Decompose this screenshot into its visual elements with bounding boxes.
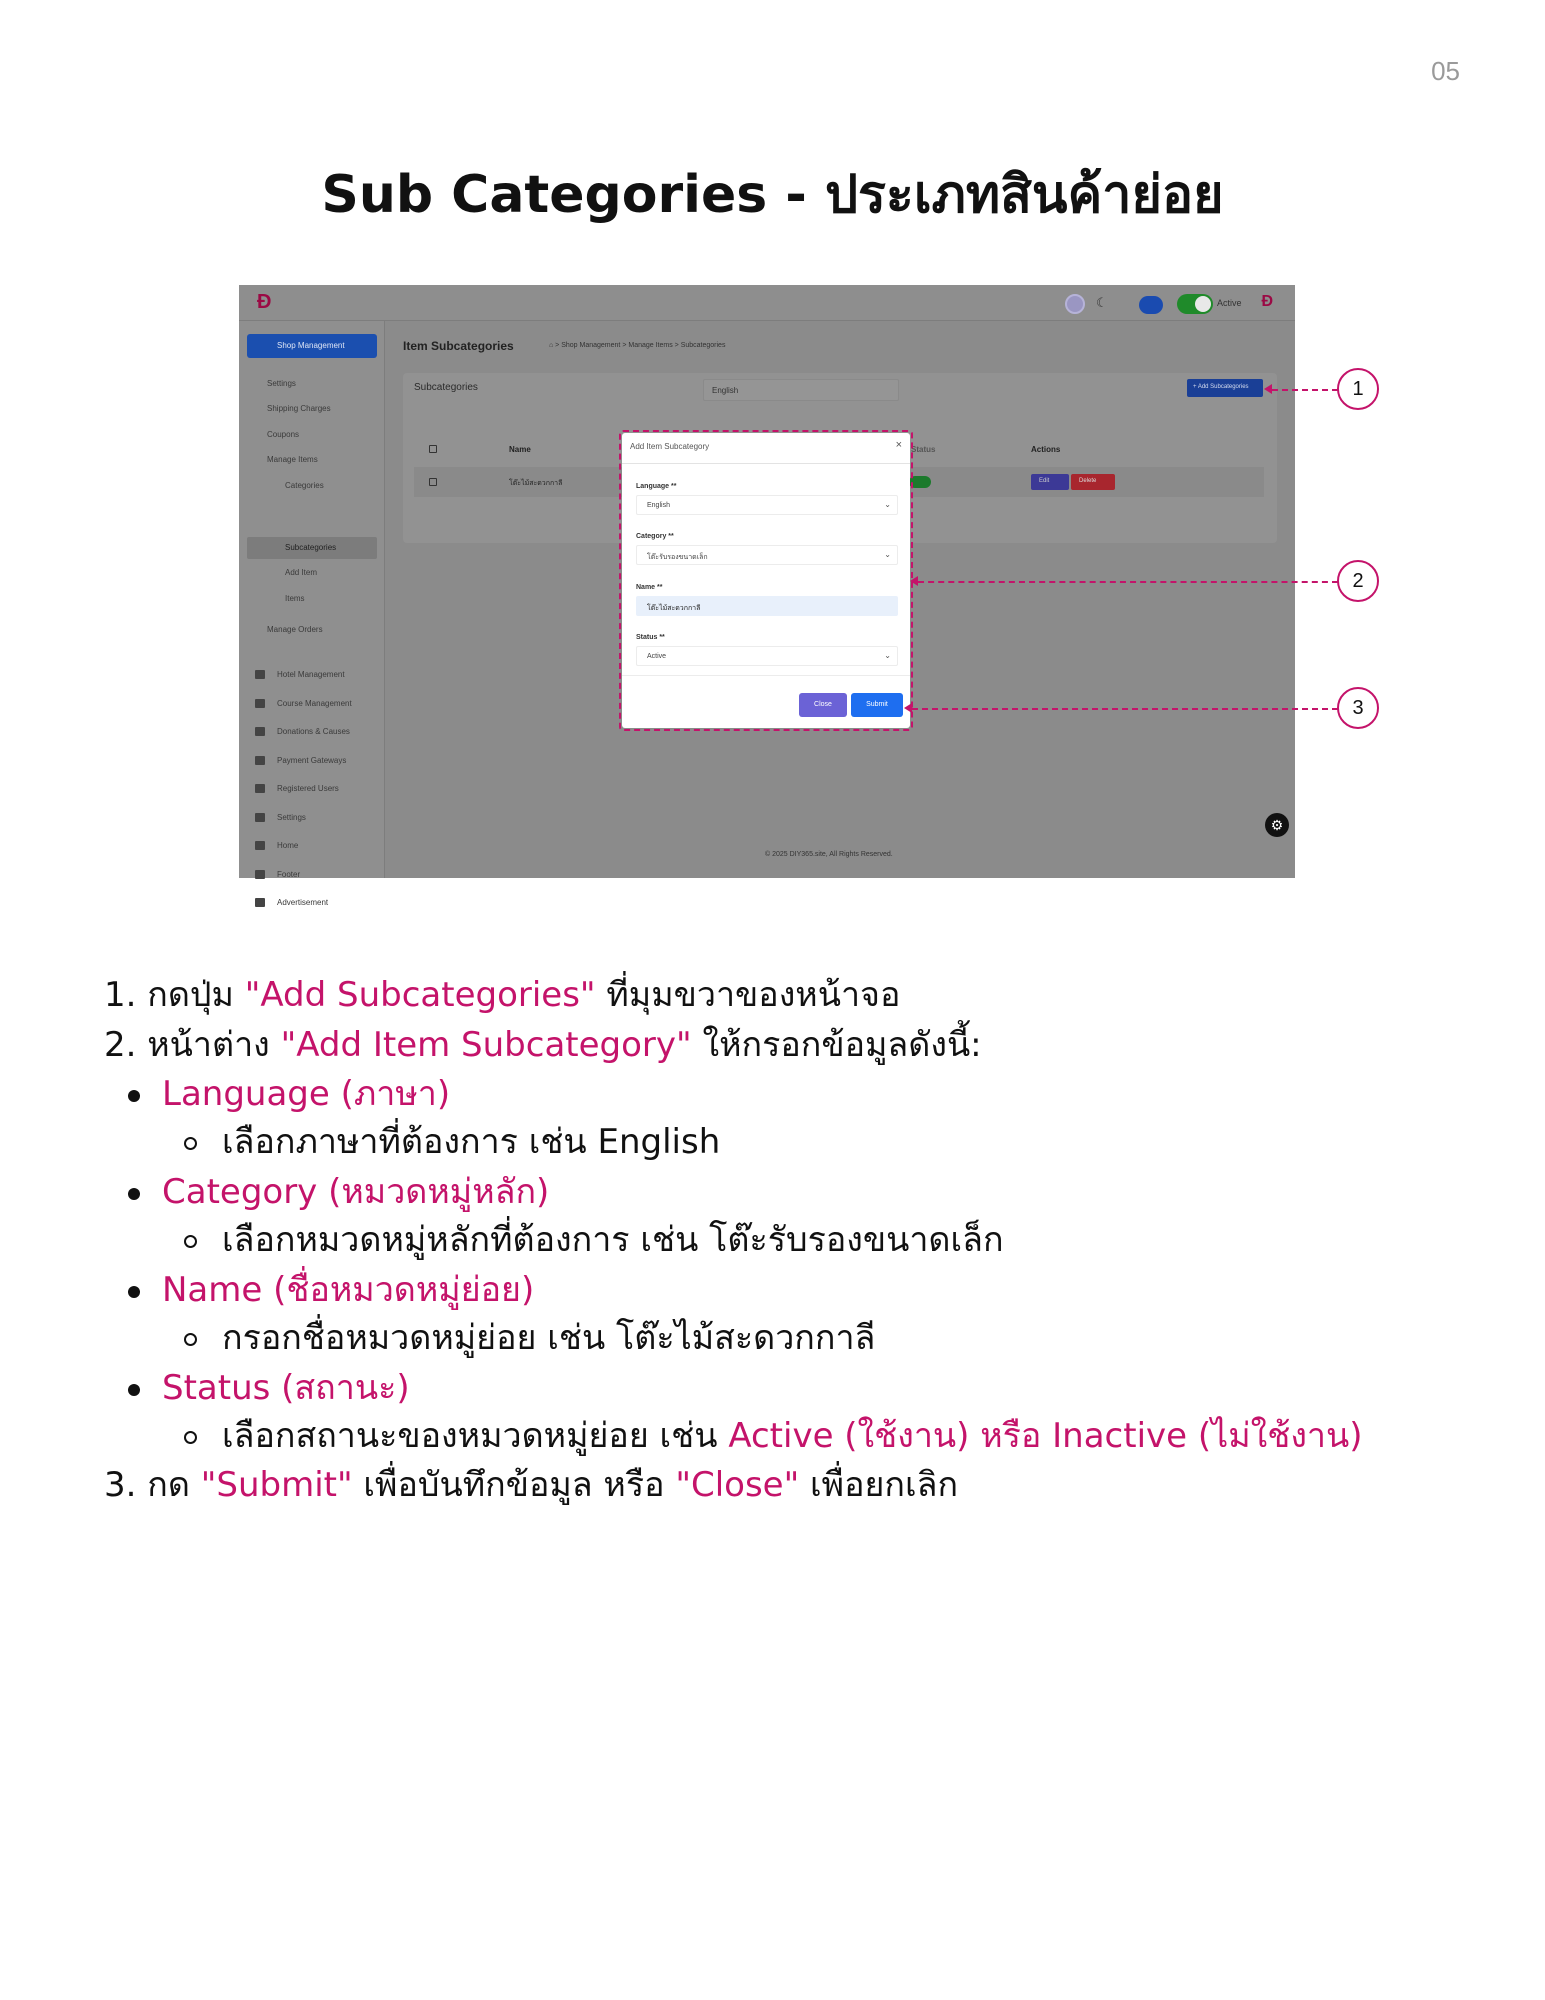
logo-icon: Ð <box>257 291 272 313</box>
users-icon <box>255 784 265 793</box>
sidebar-item-manage-items[interactable]: Manage Items <box>267 455 318 464</box>
step-3: 3. กด "Submit" เพื่อบันทึกข้อมูล หรือ "Close" เพื่อยกเลิก <box>104 1465 959 1505</box>
bullet-category: Category (หมวดหมู่หลัก) <box>162 1172 550 1212</box>
main-title: Item Subcategories <box>403 339 514 353</box>
hotel-icon <box>255 670 265 679</box>
sidebar-item-coupons[interactable]: Coupons <box>267 430 300 439</box>
modal-highlight <box>619 430 913 731</box>
callout-2: 2 <box>1337 560 1379 602</box>
sub-bullet <box>184 1235 197 1248</box>
callout-2-arrow <box>910 576 918 586</box>
sidebar-item-shipping[interactable]: Shipping Charges <box>267 404 331 413</box>
add-subcategories-button[interactable]: + Add Subcategories <box>1187 379 1263 397</box>
category-field[interactable]: โต๊ะรับรองขนาดเล็ก ⌄ <box>636 545 898 565</box>
sidebar-item-subcategories[interactable]: Subcategories <box>285 543 337 552</box>
settings-gear-icon <box>255 813 265 822</box>
active-label: Active <box>1217 298 1242 308</box>
language-field[interactable]: English ⌄ <box>636 495 898 515</box>
settings-float-icon[interactable]: ⚙ <box>1265 813 1289 837</box>
sidebar-item-add-item[interactable]: Add Item <box>285 568 318 577</box>
preview-eye-icon[interactable] <box>1139 296 1163 314</box>
bullet <box>128 1090 140 1102</box>
callout-3-arrow <box>904 703 912 713</box>
status-label: Status ** <box>636 634 665 641</box>
select-all-checkbox[interactable] <box>429 445 437 453</box>
close-icon[interactable]: × <box>895 439 902 451</box>
chevron-down-icon: ⌄ <box>884 500 891 509</box>
theme-light-icon[interactable] <box>1065 294 1085 314</box>
active-toggle[interactable] <box>1177 294 1213 314</box>
step-2: 2. หน้าต่าง "Add Item Subcategory" ให้กรอกข้อมูลดังนี้: <box>104 1025 982 1065</box>
language-label: Language ** <box>636 483 677 490</box>
donation-icon <box>255 727 265 736</box>
breadcrumb-shop[interactable]: Shop Management <box>561 342 621 349</box>
page-number: 05 <box>1431 56 1460 86</box>
sidebar-item-advertisement[interactable]: Advertisement <box>277 898 329 907</box>
sidebar-item-course[interactable]: Course Management <box>277 699 352 708</box>
theme-dark-icon[interactable]: ☾ <box>1096 295 1108 310</box>
sidebar-item-hotel[interactable]: Hotel Management <box>277 670 345 679</box>
payment-icon <box>255 756 265 765</box>
course-icon <box>255 699 265 708</box>
page-title: Sub Categories - ประเภทสินค้าย่อย <box>321 165 1224 225</box>
edit-button[interactable]: Edit <box>1031 474 1069 490</box>
th-name: Name <box>509 445 531 454</box>
sidebar-item-footer[interactable]: Footer <box>277 870 301 879</box>
callout-2-line <box>918 581 1338 583</box>
th-status: Status <box>911 445 936 454</box>
name-field[interactable]: โต๊ะไม้สะดวกกาลี <box>636 596 898 616</box>
callout-3: 3 <box>1337 687 1379 729</box>
sidebar <box>239 321 385 907</box>
sidebar-shop-management[interactable]: Shop Management <box>247 334 377 358</box>
sidebar-item-donations[interactable]: Donations & Causes <box>277 727 350 736</box>
category-label: Category ** <box>636 533 674 540</box>
sub-bullet <box>184 1431 197 1444</box>
chevron-down-icon: ⌄ <box>884 550 891 559</box>
sidebar-item-payment[interactable]: Payment Gateways <box>277 756 347 765</box>
bullet-status: Status (สถานะ) <box>162 1368 410 1408</box>
bullet-name: Name (ชื่อหมวดหมู่ย่อย) <box>162 1270 535 1310</box>
breadcrumb-manage-items[interactable]: Manage Items <box>628 342 673 349</box>
submit-button[interactable]: Submit <box>851 693 903 717</box>
bullet <box>128 1384 140 1396</box>
sidebar-item-users[interactable]: Registered Users <box>277 784 339 793</box>
modal-title: Add Item Subcategory <box>630 442 710 451</box>
sidebar-item-manage-orders[interactable]: Manage Orders <box>267 625 323 634</box>
delete-button[interactable]: Delete <box>1071 474 1115 490</box>
bullet <box>128 1286 140 1298</box>
callout-1: 1 <box>1337 368 1379 410</box>
row-checkbox[interactable] <box>429 478 437 486</box>
sub-bullet <box>184 1333 197 1346</box>
callout-3-line <box>912 708 1338 710</box>
chevron-down-icon: ⌄ <box>884 651 891 660</box>
bullet-language: Language (ภาษา) <box>162 1074 451 1114</box>
card-title: Subcategories <box>414 382 478 393</box>
copyright: © 2025 DIY365.site, All Rights Reserved. <box>765 851 893 858</box>
sub-category: เลือกหมวดหมู่หลักที่ต้องการ เช่น โต๊ะรับรองขนาดเล็ก <box>222 1220 1004 1260</box>
breadcrumb: ⌂ > Shop Management > Manage Items > Subcategories <box>549 342 726 349</box>
sidebar-item-home[interactable]: Home <box>277 841 299 850</box>
sidebar-item-categories[interactable]: Categories <box>285 481 324 490</box>
name-label: Name ** <box>636 584 663 591</box>
sub-language: เลือกภาษาที่ต้องการ เช่น English <box>222 1122 721 1162</box>
home-icon <box>255 841 265 850</box>
language-select[interactable]: English <box>703 379 899 401</box>
row-name: โต๊ะไม้สะดวกกาลี <box>509 480 563 487</box>
sidebar-item-items[interactable]: Items <box>285 594 305 603</box>
sub-status: เลือกสถานะของหมวดหมู่ย่อย เช่น Active (ใช้งาน) หรือ Inactive (ไม่ใช้งาน) <box>222 1416 1363 1456</box>
bullet <box>128 1188 140 1200</box>
sub-bullet <box>184 1137 197 1150</box>
step-1: 1. กดปุ่ม "Add Subcategories" ที่มุมขวาของหน้าจอ <box>104 975 901 1015</box>
sidebar-item-settings[interactable]: Settings <box>267 379 296 388</box>
th-actions: Actions <box>1031 445 1061 454</box>
avatar-logo-icon[interactable]: Ð <box>1261 293 1273 310</box>
top-bar <box>239 285 1295 321</box>
status-field[interactable]: Active ⌄ <box>636 646 898 666</box>
breadcrumb-subcategories: Subcategories <box>680 342 726 349</box>
sub-name: กรอกชื่อหมวดหมู่ย่อย เช่น โต๊ะไม้สะดวกกาลี <box>222 1318 876 1358</box>
close-button[interactable]: Close <box>799 693 847 717</box>
footer-icon <box>255 870 265 879</box>
sidebar-item-settings-2[interactable]: Settings <box>277 813 306 822</box>
callout-1-arrow <box>1264 384 1272 394</box>
ad-icon <box>255 898 265 907</box>
callout-1-line <box>1272 389 1338 391</box>
